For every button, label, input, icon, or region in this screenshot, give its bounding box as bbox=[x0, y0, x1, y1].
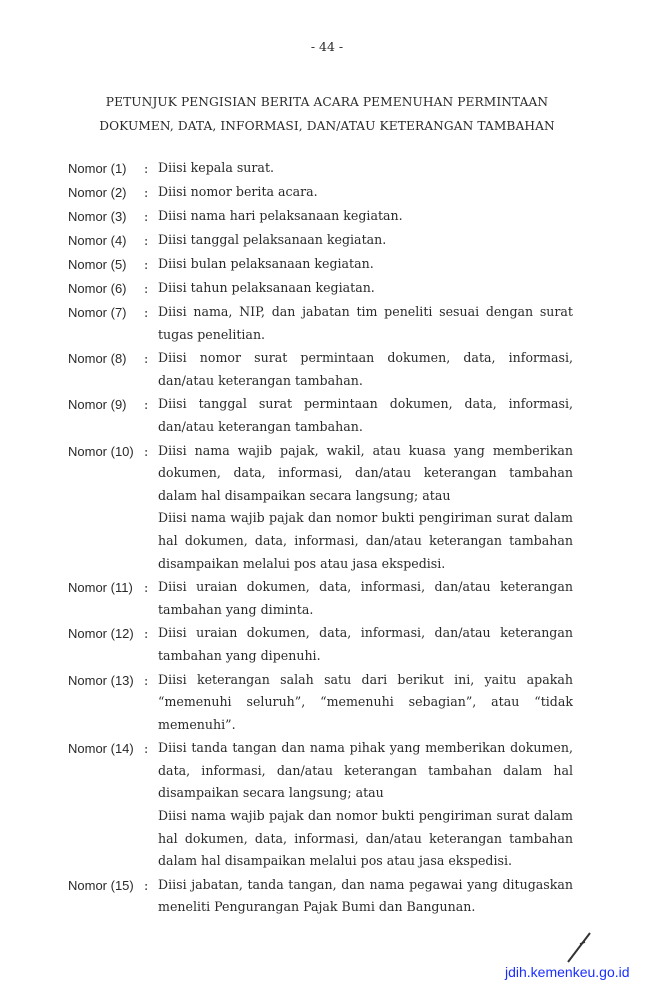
entry-label: Nomor (5) bbox=[68, 257, 127, 272]
entry-paragraph: Diisi jabatan, tanda tangan, dan nama pegawai yang ditugaskan meneliti Pengurangan Pajak Bumi dan Bangunan. bbox=[158, 876, 573, 915]
instruction-entry bbox=[68, 253, 573, 276]
paraf-signature-icon bbox=[566, 930, 594, 964]
instruction-entry bbox=[68, 301, 573, 346]
entry-label: Nomor (11) bbox=[68, 580, 133, 596]
entry-separator: : bbox=[144, 443, 149, 459]
instruction-entry bbox=[68, 205, 573, 228]
entry-label: Nomor (10) bbox=[68, 443, 134, 459]
entry-paragraph: Diisi bulan pelaksanaan kegiatan. bbox=[158, 256, 374, 271]
entry-body bbox=[158, 347, 573, 392]
entry-separator: : bbox=[144, 397, 149, 413]
entry-paragraph: Diisi nama hari pelaksanaan kegiatan. bbox=[158, 208, 403, 223]
instruction-entry bbox=[68, 157, 573, 180]
entry-label: Nomor (4) bbox=[68, 233, 127, 248]
entry-paragraph: Diisi uraian dokumen, data, informasi, dan/atau keterangan tambahan yang dipenuhi. bbox=[158, 625, 573, 663]
entry-separator: : bbox=[144, 161, 149, 176]
entry-body bbox=[158, 277, 573, 300]
entry-label: Nomor (15) bbox=[68, 877, 134, 893]
instruction-entry bbox=[68, 347, 573, 392]
instruction-entry bbox=[68, 669, 573, 737]
entry-separator: : bbox=[144, 257, 149, 272]
entry-paragraph: Diisi nomor berita acara. bbox=[158, 184, 318, 199]
entry-separator: : bbox=[144, 741, 149, 757]
entry-label: Nomor (8) bbox=[68, 351, 127, 367]
entry-separator: : bbox=[144, 672, 149, 688]
entry-separator: : bbox=[144, 281, 149, 296]
instruction-entry bbox=[68, 874, 573, 919]
entry-paragraph: Diisi kepala surat. bbox=[158, 160, 275, 175]
instruction-entry bbox=[68, 393, 573, 438]
entry-paragraph: Diisi uraian dokumen, data, informasi, dan/atau keterangan tambahan yang diminta. bbox=[158, 579, 573, 617]
entry-label: Nomor (12) bbox=[68, 626, 134, 642]
entry-separator: : bbox=[144, 209, 149, 224]
entry-separator: : bbox=[144, 185, 149, 200]
entry-paragraph: Diisi nama wajib pajak dan nomor bukti pengiriman surat dalam hal dokumen, data, informasi, dan/atau keterangan tambahan disampaikan melalui pos atau jasa ekspedisi. bbox=[158, 510, 573, 571]
entry-label: Nomor (13) bbox=[68, 672, 134, 688]
entry-body bbox=[158, 205, 573, 228]
entry-body bbox=[158, 393, 573, 438]
entry-separator: : bbox=[144, 626, 149, 642]
instruction-entry bbox=[68, 622, 573, 667]
instruction-entry bbox=[68, 576, 573, 621]
instruction-entry bbox=[68, 277, 573, 300]
instruction-entry bbox=[68, 440, 573, 576]
entry-separator: : bbox=[144, 351, 149, 367]
entry-separator: : bbox=[144, 233, 149, 248]
entry-paragraph: Diisi nama wajib pajak dan nomor bukti pengiriman surat dalam hal dokumen, data, informasi, dan/atau keterangan tambahan dalam hal disampaikan melalui pos atau jasa ekspedisi. bbox=[158, 808, 573, 869]
instruction-entry bbox=[68, 181, 573, 204]
entry-paragraph: Diisi nama wajib pajak, wakil, atau kuasa yang memberikan dokumen, data, informasi, dan/atau keterangan tambahan dalam hal disampaikan secara langsung; atau bbox=[158, 442, 573, 503]
entry-body bbox=[158, 181, 573, 204]
entry-label: Nomor (7) bbox=[68, 305, 127, 320]
page-number: - 44 - bbox=[310, 39, 344, 54]
document-title bbox=[0, 90, 654, 138]
entry-label: Nomor (3) bbox=[68, 209, 127, 224]
instruction-entry bbox=[68, 737, 573, 873]
entry-body bbox=[158, 669, 573, 737]
entry-body bbox=[158, 737, 573, 873]
entry-body bbox=[158, 157, 573, 180]
instruction-entry bbox=[68, 229, 573, 252]
instruction-list bbox=[68, 157, 573, 920]
entry-body bbox=[158, 229, 573, 252]
entry-paragraph: Diisi tahun pelaksanaan kegiatan. bbox=[158, 280, 375, 295]
entry-label: Nomor (1) bbox=[68, 161, 127, 176]
entry-body bbox=[158, 253, 573, 276]
entry-body bbox=[158, 440, 573, 576]
entry-paragraph: Diisi tanggal pelaksanaan kegiatan. bbox=[158, 232, 387, 247]
entry-body bbox=[158, 576, 573, 621]
entry-separator: : bbox=[144, 580, 149, 596]
entry-label: Nomor (6) bbox=[68, 281, 127, 296]
entry-paragraph: Diisi keterangan salah satu dari berikut ini, yaitu apakah “memenuhi seluruh”, “memenuhi sebagian”, atau “tidak memenuhi”. bbox=[158, 671, 573, 732]
entry-body bbox=[158, 622, 573, 667]
entry-label: Nomor (9) bbox=[68, 397, 127, 413]
entry-body bbox=[158, 874, 573, 919]
title-line-2: DOKUMEN, DATA, INFORMASI, DAN/ATAU KETERANGAN TAMBAHAN bbox=[99, 119, 555, 133]
watermark-link[interactable]: jdih.kemenkeu.go.id bbox=[505, 964, 630, 980]
entry-paragraph: Diisi nama, NIP, dan jabatan tim peneliti sesuai dengan surat tugas penelitian. bbox=[158, 304, 573, 342]
title-line-1: PETUNJUK PENGISIAN BERITA ACARA PEMENUHAN PERMINTAAN bbox=[105, 95, 549, 109]
entry-paragraph: Diisi tanda tangan dan nama pihak yang memberikan dokumen, data, informasi, dan/atau keterangan tambahan dalam hal disampaikan secara langsung; atau bbox=[158, 740, 573, 801]
entry-label: Nomor (2) bbox=[68, 185, 127, 200]
entry-paragraph: Diisi nomor surat permintaan dokumen, data, informasi, dan/atau keterangan tambahan. bbox=[158, 350, 573, 388]
entry-separator: : bbox=[144, 877, 149, 893]
entry-separator: : bbox=[144, 305, 149, 320]
entry-body bbox=[158, 301, 573, 346]
entry-label: Nomor (14) bbox=[68, 741, 134, 757]
entry-paragraph: Diisi tanggal surat permintaan dokumen, data, informasi, dan/atau keterangan tambahan. bbox=[158, 396, 573, 434]
